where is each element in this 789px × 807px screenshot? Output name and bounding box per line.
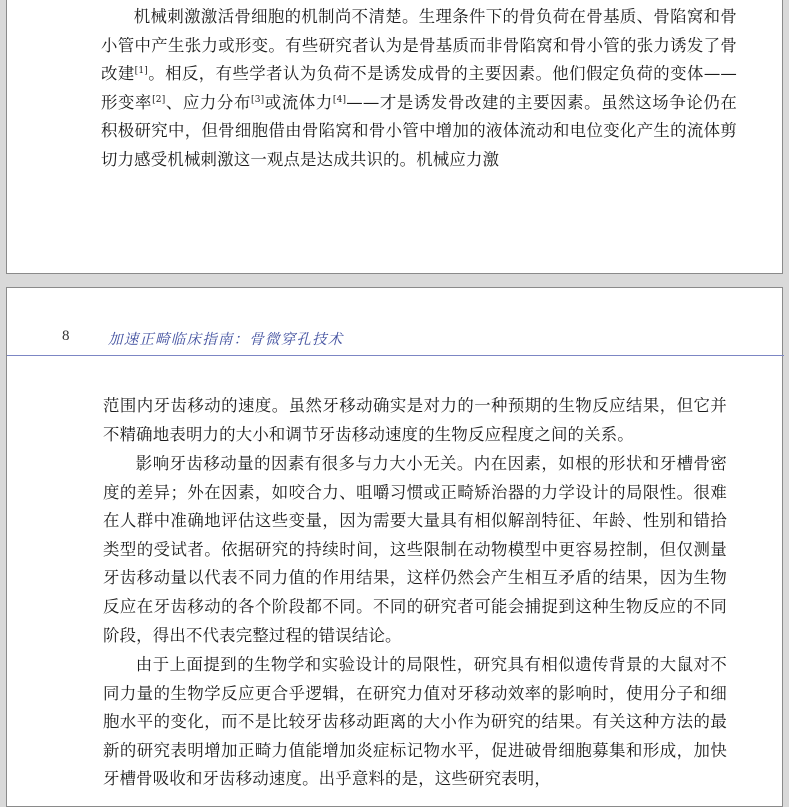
running-header [7, 328, 784, 350]
previous-page [6, 0, 783, 274]
page-number: 8 [62, 328, 70, 344]
citation-ref: [2] [152, 94, 166, 105]
citation-ref: [3] [251, 94, 265, 105]
text-segment: 、应力分布 [165, 92, 251, 112]
citation-ref: [4] [332, 94, 347, 105]
current-page [6, 287, 783, 807]
body-paragraph: 由于上面提到的生物学和实验设计的局限性，研究具有相似遗传背景的大鼠对不同力量的生物学反应更合乎逻辑，在研究力值对牙移动效率的影响时，使用分子和细胞水平的变化，而不是比较牙齿移动距离的大小作为研究的结果。有关这种方法的最新的研究表明增加正畸力值能增加炎症标记物水平，促进破骨细胞募集和形成，加快牙槽骨吸收和牙齿移动速度。出乎意料的是，这些研究表明， [103, 655, 727, 789]
text-segment: 或流体力 [264, 92, 333, 112]
body-paragraph: 范围内牙齿移动的速度。虽然牙移动确实是对力的一种预期的生物反应结果，但它并不精确地表明力的大小和调节牙齿移动速度的生物反应程度之间的关系。 [103, 396, 727, 444]
citation-ref: [1] [134, 66, 149, 77]
text-segment: 。相反，有些学者认为负荷不是诱发成骨的主要因素。他们假定负荷的变体——形变率 [101, 64, 737, 112]
body-paragraph [101, 3, 737, 175]
body-paragraph: 影响牙齿移动量的因素有很多与力大小无关。内在因素，如根的形状和牙槽骨密度的差异；外在因素，如咬合力、咀嚼习惯或正畸矫治器的力学设计的局限性。很难在人群中准确地评估这些变量，因为需要大量具有相似解剖特征、年龄、性别和错拾类型的受试者。依据研究的持续时间，这些限制在动物模型中更容易控制，但仅测量牙齿移动量以代表不同力值的作用结果，这样仍然会产生相互矛盾的结果，因为生物反应在牙齿移动的各个阶段都不同。不同的研究者可能会捕捉到这种生物反应的不同阶段，得出不代表完整过程的错误结论。 [103, 454, 727, 645]
text-segment: ——才是诱发骨改建的主要因素。虽然这场争论仍在积极研究中，但骨细胞借由骨陷窝和骨小管中增加的液体流动和电位变化产生的流体剪切力感受机械刺激这一观点是达成共识的。机械应力激 [101, 92, 737, 169]
running-title: 加速正畸临床指南：骨微穿孔技术 [108, 332, 344, 348]
header-rule [7, 355, 784, 356]
text-segment: 机械刺激激活骨细胞的机制尚不清楚。生理条件下的骨负荷在骨基质、骨陷窝和骨小管中产生张力或形变。有些研究者认为是骨基质而非骨陷窝和骨小管的张力诱发了骨改建 [101, 7, 737, 84]
